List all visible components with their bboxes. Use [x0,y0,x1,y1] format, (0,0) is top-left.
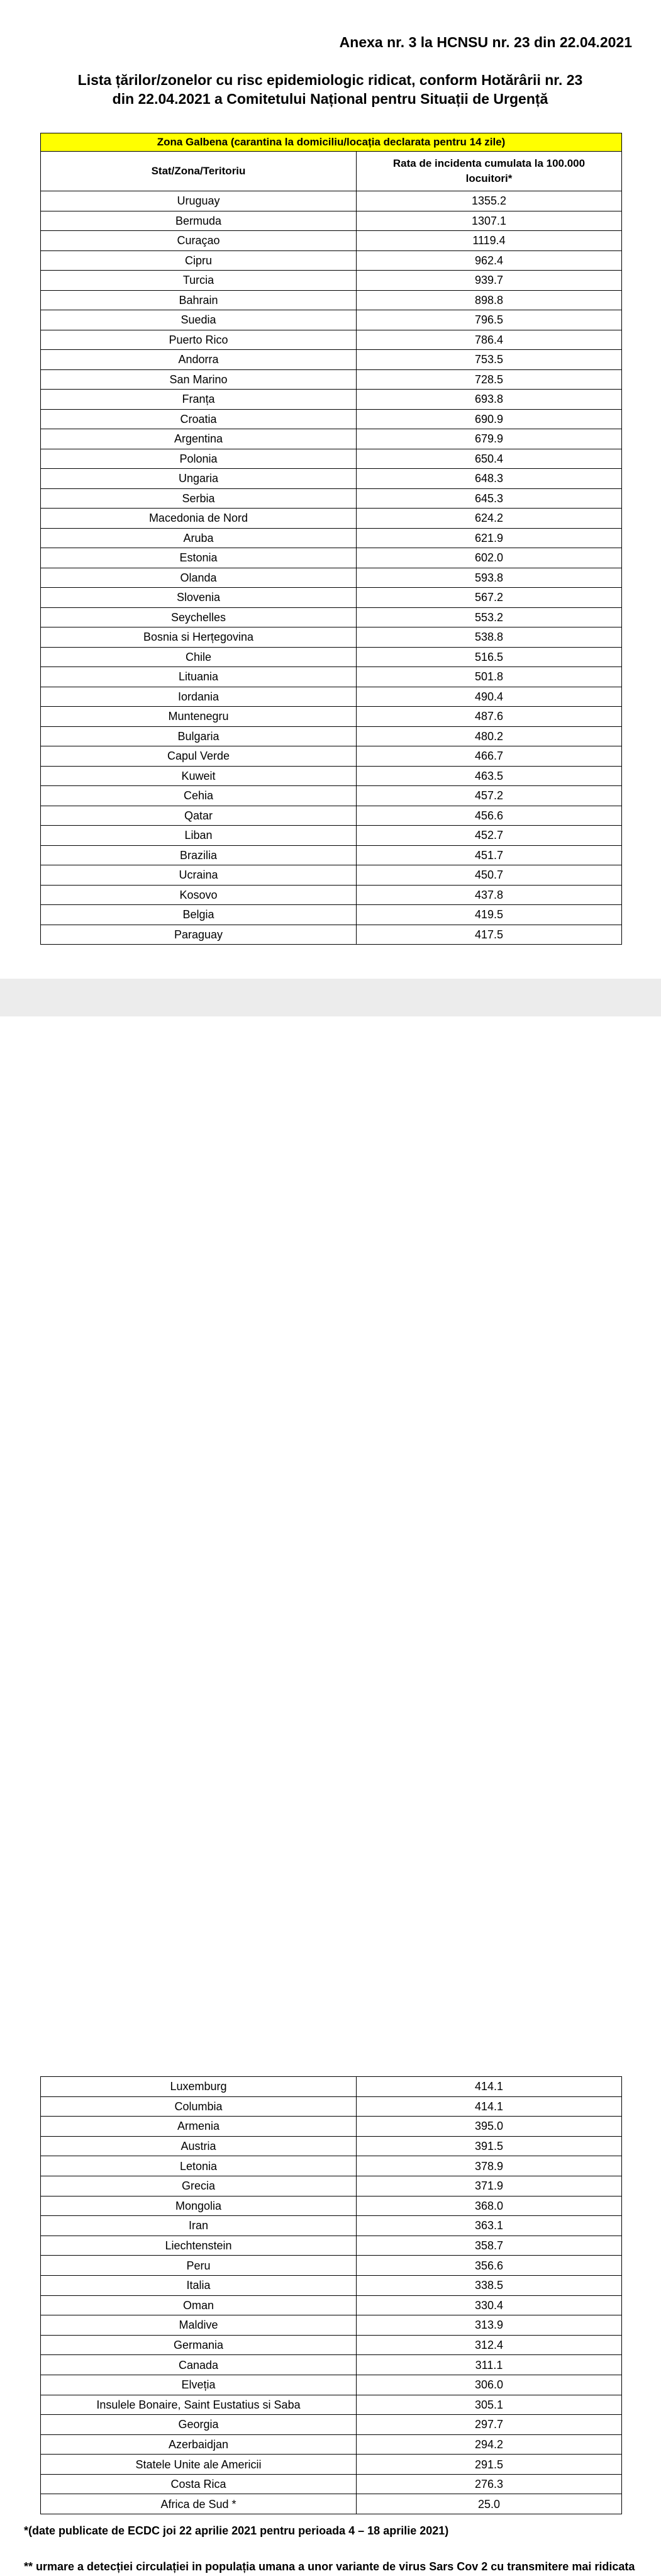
rate-cell: 480.2 [357,726,622,746]
table-row [41,2136,622,2156]
table-row [41,290,622,310]
country-cell: Bermuda [41,211,357,231]
table-row [41,2236,622,2256]
table-row [41,469,622,489]
country-cell: Africa de Sud * [41,2494,357,2514]
country-cell: Cehia [41,786,357,806]
rate-cell: 305.1 [357,2395,622,2415]
table-row [41,2455,622,2475]
table-row [41,627,622,648]
country-cell: San Marino [41,369,357,390]
country-cell: Canada [41,2355,357,2375]
country-cell: Andorra [41,350,357,370]
table-row [41,766,622,786]
table-row [41,2494,622,2514]
country-cell: Puerto Rico [41,330,357,350]
rate-cell: 437.8 [357,885,622,905]
country-cell: Seychelles [41,607,357,627]
rate-cell: 457.2 [357,786,622,806]
rate-cell: 312.4 [357,2335,622,2355]
country-cell: Maldive [41,2315,357,2336]
rate-cell: 414.1 [357,2077,622,2097]
rate-cell: 25.0 [357,2494,622,2514]
country-cell: Kuweit [41,766,357,786]
country-cell: Turcia [41,271,357,291]
table-row [41,2077,622,2097]
table-row [41,905,622,925]
rate-cell: 363.1 [357,2216,622,2236]
zone-label: Zona Galbena (carantina la domiciliu/locația declarata pentru 14 zile) [41,133,622,152]
rate-cell: 417.5 [357,925,622,945]
country-cell: Macedonia de Nord [41,509,357,529]
rate-cell: 358.7 [357,2236,622,2256]
table-row [41,2415,622,2435]
country-cell: Franța [41,390,357,410]
table-row [41,350,622,370]
country-cell: Mongolia [41,2196,357,2216]
table-row [41,2176,622,2196]
country-cell: Costa Rica [41,2474,357,2494]
country-cell: Uruguay [41,191,357,211]
country-cell: Argentina [41,429,357,449]
country-cell: Curaçao [41,231,357,251]
rate-cell: 693.8 [357,390,622,410]
table-row [41,2375,622,2395]
rate-cell: 939.7 [357,271,622,291]
table-row [41,250,622,271]
title-line-2: din 22.04.2021 a Comitetului Național pentru Situații de Urgență [112,91,548,107]
country-cell: Georgia [41,2415,357,2435]
rate-cell: 679.9 [357,429,622,449]
country-cell: Grecia [41,2176,357,2196]
country-cell: Insulele Bonaire, Saint Eustatius si Saba [41,2395,357,2415]
table-row [41,2355,622,2375]
rate-cell: 728.5 [357,369,622,390]
column-header-country: Stat/Zona/Teritoriu [41,152,357,191]
country-cell: Qatar [41,806,357,826]
country-cell: Cipru [41,250,357,271]
rate-cell: 962.4 [357,250,622,271]
country-cell: Oman [41,2295,357,2315]
table-row [41,2256,622,2276]
country-cell: Liban [41,826,357,846]
country-cell: Estonia [41,548,357,568]
table-row [41,786,622,806]
table-row [41,806,622,826]
rate-cell: 602.0 [357,548,622,568]
rate-cell: 378.9 [357,2156,622,2176]
rate-cell: 487.6 [357,707,622,727]
table-row [41,2395,622,2415]
country-cell: Bahrain [41,290,357,310]
rate-cell: 1119.4 [357,231,622,251]
table-row [41,885,622,905]
annex-reference: Anexa nr. 3 la HCNSU nr. 23 din 22.04.2021 [339,34,632,50]
rate-cell: 313.9 [357,2315,622,2336]
table-row [41,429,622,449]
country-cell: Azerbaidjan [41,2434,357,2455]
country-cell: Letonia [41,2156,357,2176]
rate-cell: 621.9 [357,528,622,548]
table-row [41,2335,622,2355]
country-cell: Italia [41,2275,357,2295]
table-row [41,330,622,350]
rate-cell: 538.8 [357,627,622,648]
page-separator [0,979,661,1016]
rate-cell: 297.7 [357,2415,622,2435]
rate-cell: 690.9 [357,409,622,429]
country-cell: Serbia [41,488,357,509]
country-cell: Bosnia si Herțegovina [41,627,357,648]
country-cell: Lituania [41,667,357,687]
country-cell: Luxemburg [41,2077,357,2097]
table-row [41,667,622,687]
rate-cell: 1307.1 [357,211,622,231]
rate-cell: 330.4 [357,2295,622,2315]
country-cell: Polonia [41,449,357,469]
table-row [41,2434,622,2455]
rate-cell: 291.5 [357,2455,622,2475]
rate-cell: 516.5 [357,647,622,667]
table-row [41,528,622,548]
table-row [41,409,622,429]
country-cell: Croatia [41,409,357,429]
table-row [41,2275,622,2295]
rate-cell: 294.2 [357,2434,622,2455]
country-cell: Capul Verde [41,746,357,767]
country-cell: Statele Unite ale Americii [41,2455,357,2475]
rate-cell: 753.5 [357,350,622,370]
footnote-ecdc-source: *(date publicate de ECDC joi 22 aprilie 2021 pentru perioada 4 – 18 aprilie 2021) [24,2524,449,2537]
country-cell: Armenia [41,2117,357,2137]
rate-cell: 419.5 [357,905,622,925]
rate-cell: 450.7 [357,865,622,886]
rate-cell: 395.0 [357,2117,622,2137]
country-cell: Bulgaria [41,726,357,746]
table-row [41,390,622,410]
document-title [25,70,635,108]
rate-cell: 624.2 [357,509,622,529]
country-cell: Belgia [41,905,357,925]
country-cell: Kosovo [41,885,357,905]
country-cell: Slovenia [41,588,357,608]
footnote-variants: ** urmare a detecției circulației in populația umana a unor variante de virus Sars Cov 2 cu transmitere mai ridicata [24,2560,635,2573]
column-header-row [41,152,622,191]
title-line-1: Lista țărilor/zonelor cu risc epidemiologic ridicat, conform Hotărârii nr. 23 [77,72,583,88]
rate-cell: 338.5 [357,2275,622,2295]
table-row [41,826,622,846]
country-cell: Austria [41,2136,357,2156]
table-row [41,588,622,608]
country-cell: Ucraina [41,865,357,886]
table-row [41,271,622,291]
country-cell: Columbia [41,2096,357,2117]
table-row [41,548,622,568]
rate-cell: 452.7 [357,826,622,846]
country-cell: Ungaria [41,469,357,489]
table-row [41,2295,622,2315]
country-cell: Muntenegru [41,707,357,727]
rate-cell: 1355.2 [357,191,622,211]
risk-countries-table [40,133,622,945]
column-header-rate-line-2: locuitori* [465,172,513,184]
country-cell: Brazilia [41,845,357,865]
table-row [41,2117,622,2137]
table-row [41,509,622,529]
table-row [41,310,622,330]
risk-countries-table-continued [40,2076,622,2514]
rate-cell: 276.3 [357,2474,622,2494]
rate-cell: 451.7 [357,845,622,865]
table-row [41,726,622,746]
rate-cell: 898.8 [357,290,622,310]
table-row [41,211,622,231]
table-row [41,449,622,469]
country-cell: Iordania [41,687,357,707]
country-cell: Germania [41,2335,357,2355]
rate-cell: 501.8 [357,667,622,687]
rate-cell: 645.3 [357,488,622,509]
document-page-1 [0,0,661,979]
table-row [41,2315,622,2336]
table-row [41,2156,622,2176]
rate-cell: 356.6 [357,2256,622,2276]
table-row [41,568,622,588]
table-body-page-2 [41,2077,622,2514]
rate-cell: 391.5 [357,2136,622,2156]
table-row [41,488,622,509]
country-cell: Iran [41,2216,357,2236]
table-row [41,2474,622,2494]
table-row [41,2196,622,2216]
column-header-rate [357,152,622,191]
rate-cell: 371.9 [357,2176,622,2196]
rate-cell: 414.1 [357,2096,622,2117]
rate-cell: 368.0 [357,2196,622,2216]
rate-cell: 466.7 [357,746,622,767]
table-row [41,607,622,627]
country-cell: Elveția [41,2375,357,2395]
rate-cell: 593.8 [357,568,622,588]
country-cell: Suedia [41,310,357,330]
document-page-2 [0,1016,661,2573]
rate-cell: 553.2 [357,607,622,627]
country-cell: Aruba [41,528,357,548]
table-body-page-1 [41,191,622,945]
table-row [41,2096,622,2117]
country-cell: Chile [41,647,357,667]
table-row [41,925,622,945]
table-row [41,746,622,767]
country-cell: Liechtenstein [41,2236,357,2256]
country-cell: Peru [41,2256,357,2276]
table-row [41,707,622,727]
table-row [41,191,622,211]
rate-cell: 490.4 [357,687,622,707]
country-cell: Paraguay [41,925,357,945]
country-cell: Olanda [41,568,357,588]
rate-cell: 650.4 [357,449,622,469]
table-row [41,865,622,886]
rate-cell: 463.5 [357,766,622,786]
rate-cell: 786.4 [357,330,622,350]
table-row [41,369,622,390]
column-header-rate-line-1: Rata de incidenta cumulata la 100.000 [392,157,586,169]
rate-cell: 567.2 [357,588,622,608]
rate-cell: 796.5 [357,310,622,330]
rate-cell: 648.3 [357,469,622,489]
zone-header-row [41,133,622,152]
rate-cell: 306.0 [357,2375,622,2395]
rate-cell: 311.1 [357,2355,622,2375]
table-row [41,845,622,865]
rate-cell: 456.6 [357,806,622,826]
table-row [41,687,622,707]
table-row [41,231,622,251]
table-row [41,2216,622,2236]
table-row [41,647,622,667]
